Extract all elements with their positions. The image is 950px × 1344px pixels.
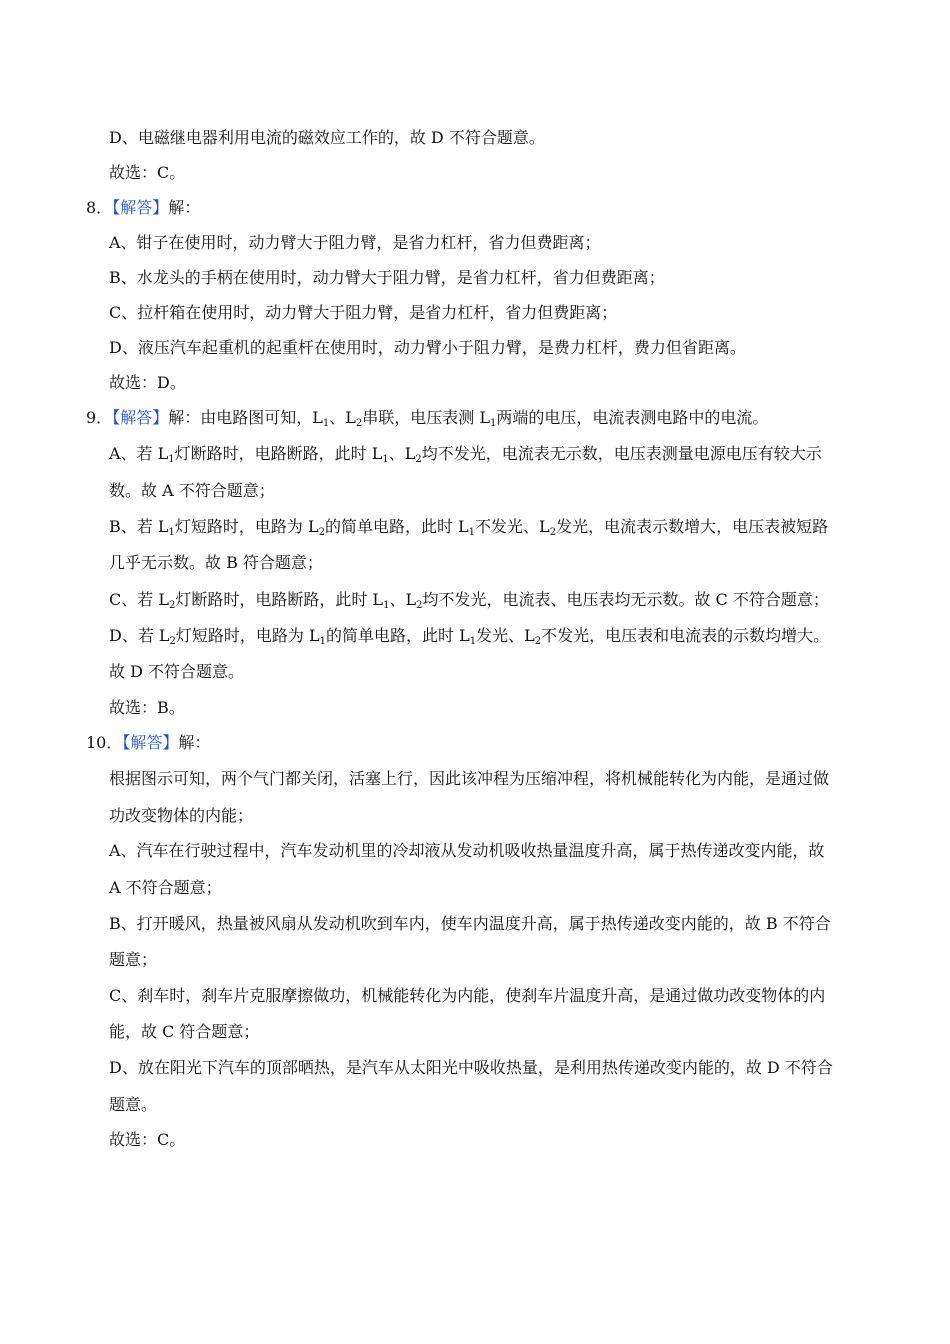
q10-option-c-line1: C、刹车时，刹车片克服摩擦做功，机械能转化为内能，使刹车片温度升高，是通过做功改变物体的内 — [109, 986, 826, 1005]
q10-paragraph-line1: 根据图示可知，两个气门都关闭，活塞上行，因此该冲程为压缩冲程，将机械能转化为内能，是通过做 — [109, 769, 830, 788]
q8-intro: 解： — [168, 198, 201, 217]
q9-option-d-line1: D、若 $L_2$灯短路时，电路为 $L_1$的简单电路，此时 $L_1$发光、$L_2$不发光，电压表和电流表的示数均增大。 — [109, 626, 830, 647]
q10-option-d-line2: 题意。 — [109, 1095, 158, 1114]
q10-option-b-line1: B、打开暖风，热量被风扇从发动机吹到车内，使车内温度升高，属于热传递改变内能的，故 B 不符合 — [109, 914, 831, 933]
q9-answer-tag: 【解答】 — [112, 408, 169, 427]
q8-option-a: A、钳子在使用时，动力臂大于阻力臂，是省力杠杆，省力但费距离； — [109, 233, 601, 252]
q9-number: 9． — [86, 408, 113, 427]
q9-option-c: C、若 $L_2$灯断路时，电路断路，此时 $L_1$、$L_2$均不发光，电流表、电压表均无示数。故 C 不符合题意； — [109, 590, 829, 611]
q10-heading — [86, 732, 210, 754]
q8-heading — [86, 197, 200, 219]
q10-paragraph-line2: 功改变物体的内能； — [109, 806, 254, 825]
q9-option-d-line2: 故 D 不符合题意。 — [109, 662, 245, 681]
q8-option-b: B、水龙头的手柄在使用时，动力臂大于阻力臂，是省力杠杆，省力但费距离； — [109, 268, 665, 287]
q10-number: 10． — [86, 733, 123, 752]
q10-option-c-line2: 能，故 C 符合题意； — [109, 1022, 260, 1041]
q10-option-a-line2: A 不符合题意； — [109, 878, 222, 897]
q9-heading — [86, 407, 768, 429]
q8-number: 8． — [86, 198, 113, 217]
q7-option-d: D、电磁继电器利用电流的磁效应工作的，故 D 不符合题意。 — [109, 128, 545, 147]
q10-intro: 解： — [178, 733, 211, 752]
q8-option-d: D、液压汽车起重机的起重杆在使用时，动力臂小于阻力臂，是费力杠杆，费力但省距离。 — [109, 338, 746, 357]
q9-intro: 解：由电路图可知，$L_1$、$L_2$串联，电压表测 $L_1$两端的电压，电流表测电路中的电流。 — [168, 408, 769, 429]
q8-answer: 故选：D。 — [109, 373, 186, 392]
q10-answer-tag: 【解答】 — [122, 733, 179, 752]
q9-option-a-line1: A、若 $L_1$灯断路时，电路断路，此时 $L_1$、$L_2$均不发光，电流表无示数，电压表测量电源电压有较大示 — [109, 444, 822, 465]
q7-answer: 故选：C。 — [109, 163, 186, 182]
q9-option-b-line1: B、若 $L_1$灯短路时，电路为 $L_2$的简单电路，此时 $L_1$不发光、$L_2$发光，电流表示数增大，电压表被短路 — [109, 517, 829, 538]
q8-option-c: C、拉杆箱在使用时，动力臂大于阻力臂，是省力杠杆，省力但费距离； — [109, 303, 618, 322]
q10-option-a-line1: A、汽车在行驶过程中，汽车发动机里的冷却液从发动机吸收热量温度升高，属于热传递改变内能，故 — [109, 841, 825, 860]
q8-answer-tag: 【解答】 — [112, 198, 169, 217]
q10-answer: 故选：C。 — [109, 1130, 186, 1149]
q9-answer: 故选：B。 — [109, 698, 185, 717]
q10-option-d-line1: D、放在阳光下汽车的顶部晒热，是汽车从太阳光中吸收热量，是利用热传递改变内能的，故 D 不符合 — [109, 1058, 833, 1077]
q9-option-a-line2: 数。故 A 不符合题意； — [109, 481, 275, 500]
q9-option-b-line2: 几乎无示数。故 B 符合题意； — [109, 553, 323, 572]
q10-option-b-line2: 题意； — [109, 950, 158, 969]
